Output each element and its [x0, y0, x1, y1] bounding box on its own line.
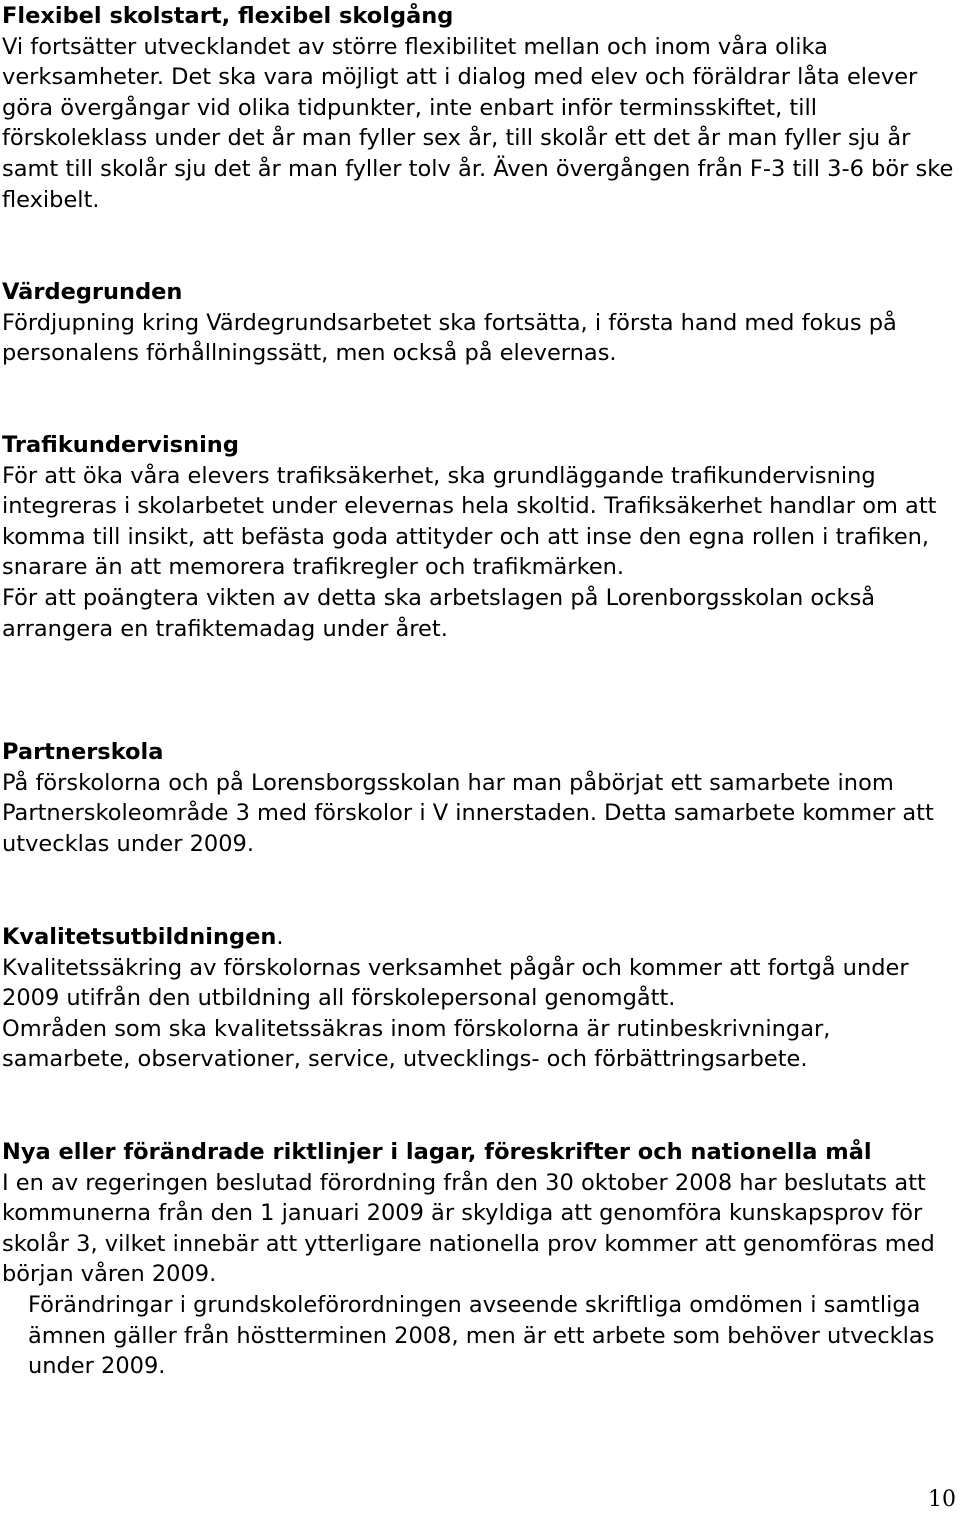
section-paragraph: I en av regeringen beslutad förordning från den 30 oktober 2008 har beslutats att kommunerna från den 1 januari 2009 är skyldiga att genomföra kunskapsprov för skolår 3, vilket innebär att ytterligare nationella prov kommer att genomföras med början våren 2009.	[2, 1169, 935, 1288]
section-paragraph: Vi fortsätter utvecklandet av större flexibilitet mellan och inom våra olika verksamheter. Det ska vara möjligt att i dialog med elev och föräldrar låta elever göra övergångar vid olika tidpunkter, inte enbart inför terminsskiftet, till förskoleklass under det år man fyller sex år, till skolår ett det år man fyller sju år samt till skolår sju det år man fyller tolv år. Även övergången från F-3 till 3-6 bör ske flexibelt.	[2, 33, 954, 213]
section-nya-riktlinjer	[2, 1137, 957, 1382]
section-paragraph: Kvalitetssäkring av förskolornas verksamhet pågår och kommer att fortgå under 2009 utifrån den utbildning all förskolepersonal genomgått.	[2, 954, 909, 1012]
section-heading: Trafikundervisning	[2, 432, 239, 458]
section-heading: Nya eller förändrade riktlinjer i lagar, föreskrifter och nationella mål	[2, 1139, 872, 1165]
section-paragraph: Förändringar i grundskoleförordningen avseende skriftliga omdömen i samtliga ämnen gäller från höstterminen 2008, men är ett arbete som behöver utvecklas under 2009.	[28, 1291, 935, 1380]
section-vardegrunden	[2, 277, 957, 369]
section-heading-suffix: .	[276, 924, 284, 950]
section-heading: Partnerskola	[2, 739, 164, 765]
section-paragraph: För att poängtera vikten av detta ska arbetslagen på Lorenborgsskolan också arrangera en trafiktemadag under året.	[2, 584, 876, 642]
section-paragraph: Områden som ska kvalitetssäkras inom förskolorna är rutinbeskrivningar, samarbete, observationer, service, utvecklings- och förbättringsarbete.	[2, 1015, 831, 1073]
section-paragraph: Fördjupning kring Värdegrundsarbetet ska fortsätta, i första hand med fokus på personalens förhållningssätt, men också på elevernas.	[2, 309, 897, 367]
section-flexibel-skolstart	[2, 1, 957, 215]
section-paragraph: För att öka våra elevers trafiksäkerhet, ska grundläggande trafikundervisning integreras i skolarbetet under elevernas hela skoltid. Trafiksäkerhet handlar om att komma till insikt, att befästa goda attityder och att inse den egna rollen i trafiken, snarare än att memorera trafikregler och trafikmärken.	[2, 462, 937, 581]
section-kvalitetsutbildningen	[2, 922, 957, 1075]
section-heading	[2, 922, 957, 953]
section-heading: Flexibel skolstart, flexibel skolgång	[2, 3, 454, 29]
section-heading: Värdegrunden	[2, 279, 183, 305]
section-partnerskola	[2, 737, 957, 859]
section-heading-text: Kvalitetsutbildningen	[2, 924, 277, 950]
section-paragraph: På förskolorna och på Lorensborgsskolan har man påbörjat ett samarbete inom Partnerskoleområde 3 med förskolor i V innerstaden. Detta samarbete kommer att utvecklas under 2009.	[2, 769, 934, 857]
section-trafikundervisning	[2, 430, 957, 644]
page-number: 10	[928, 1487, 956, 1512]
